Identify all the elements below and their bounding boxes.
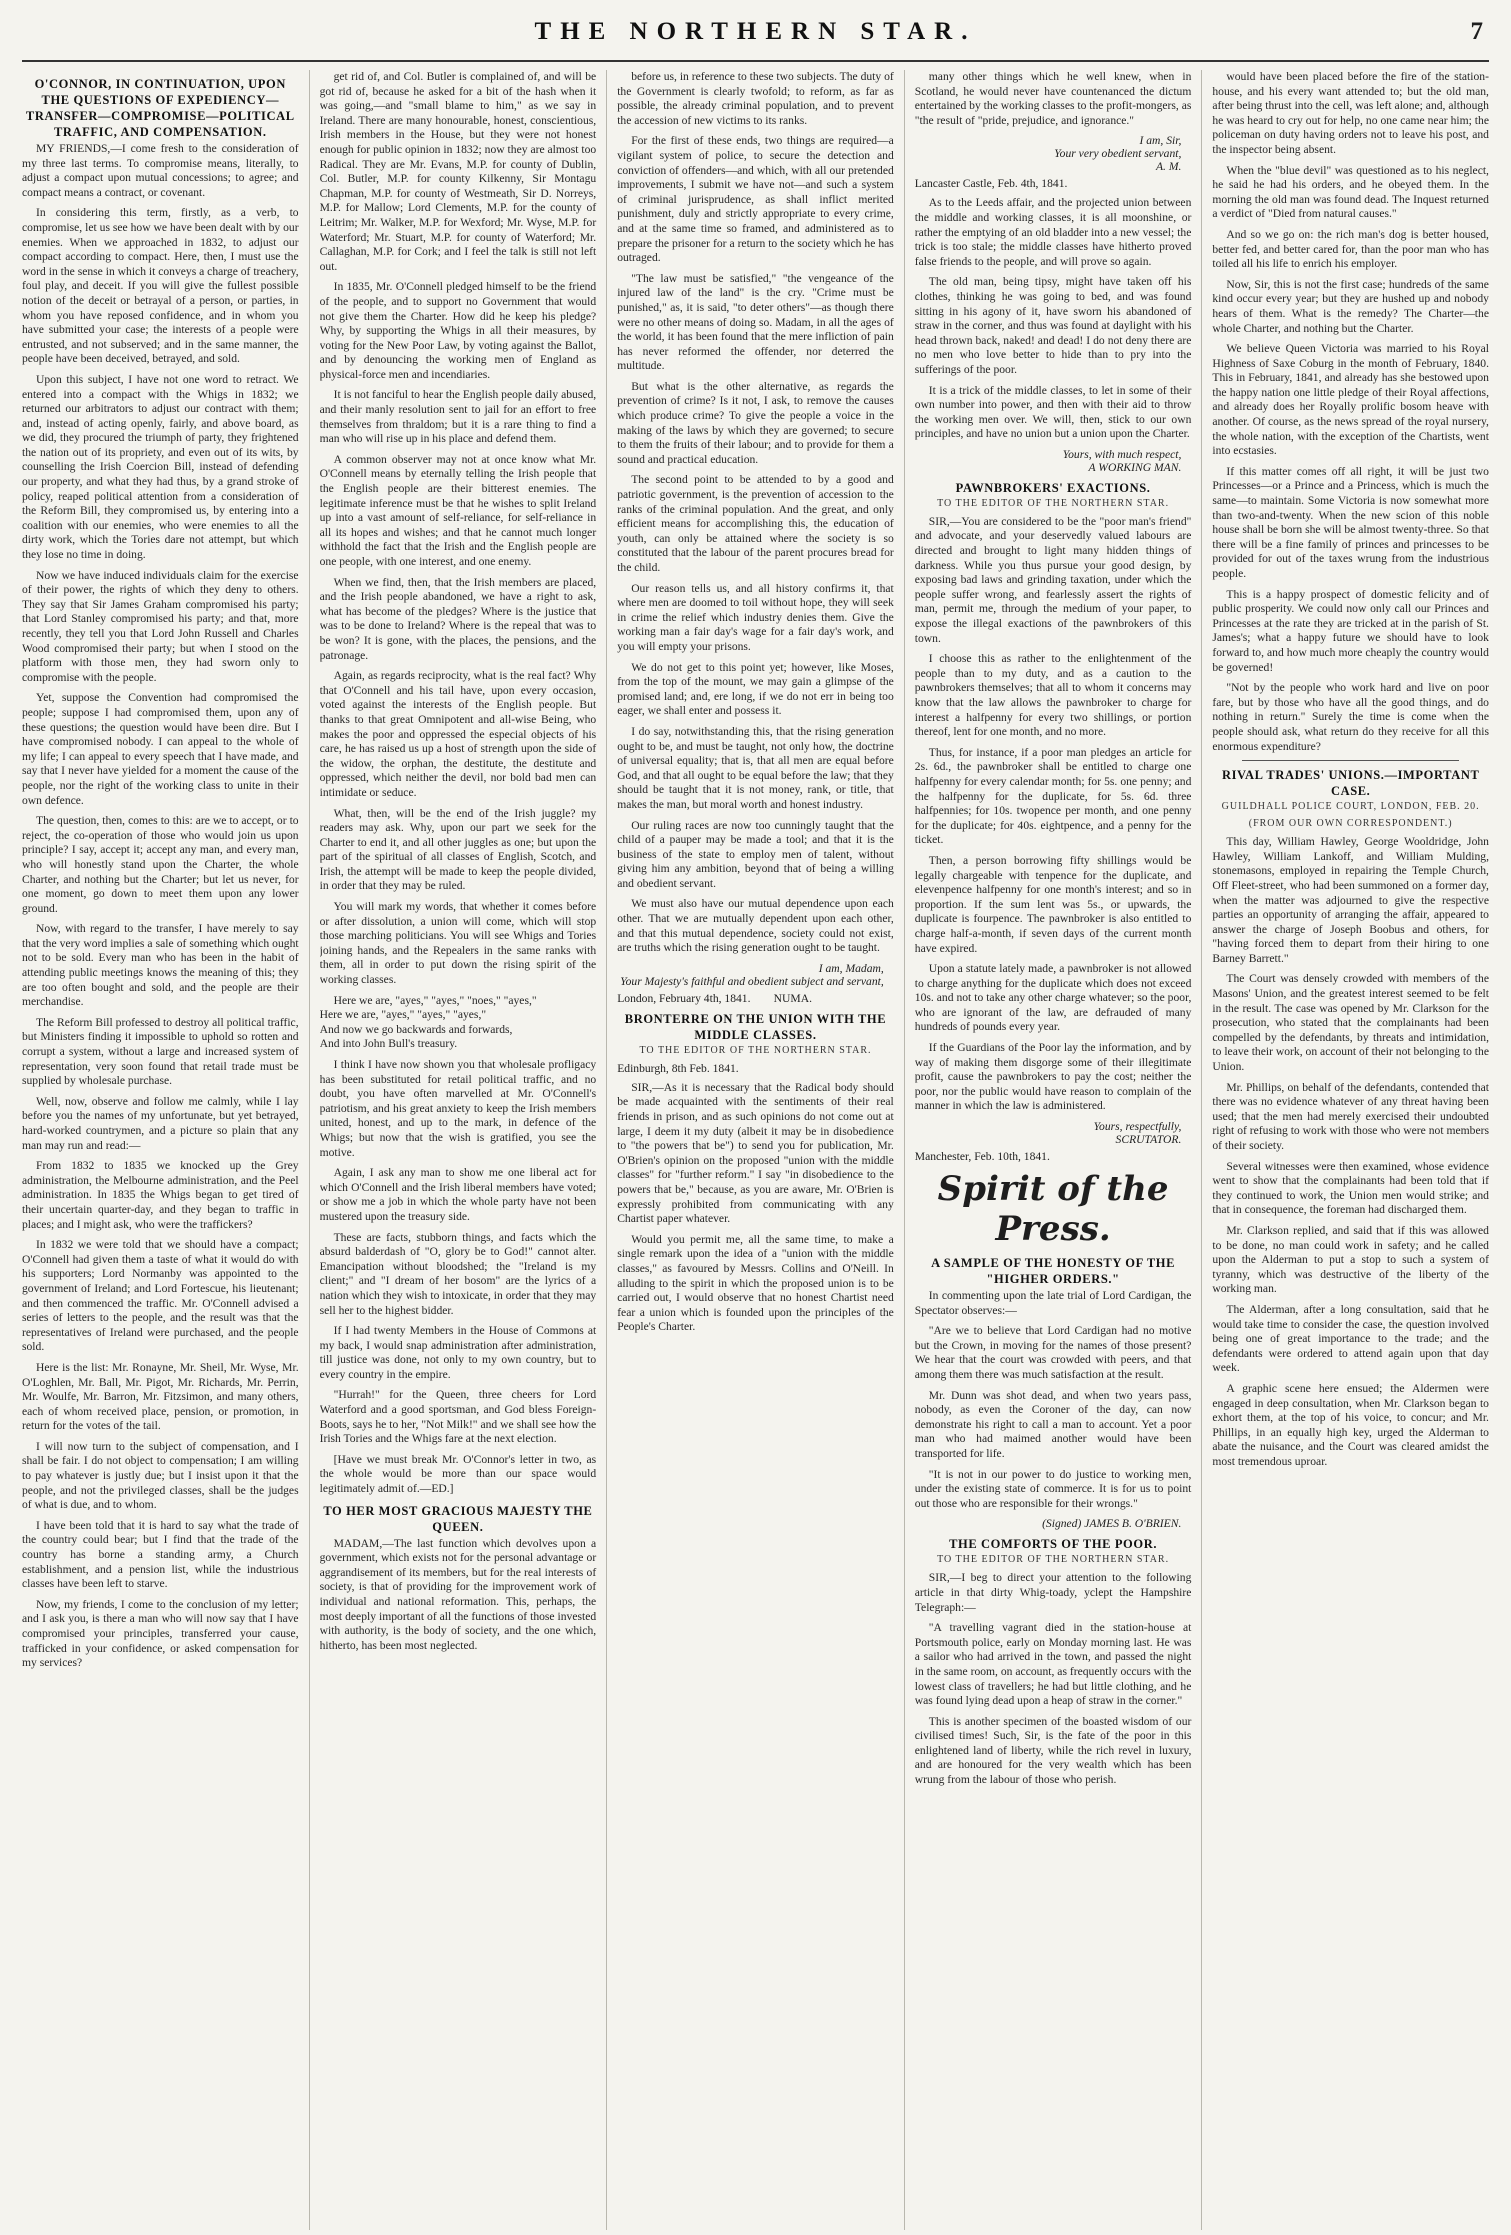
article-paragraph: I do say, notwithstanding this, that the rising generation ought to be, and must be taught, not only how, the doctrine of universal equality; that is, that all men are equal before God, and that all ought to be equal before the law; that they should be taught that it is not money, rank, or title, that makes the man, but moral worth and honest industry. xyxy=(617,724,894,811)
newspaper-title: THE NORTHERN STAR. xyxy=(534,18,977,45)
columns-container xyxy=(22,70,1489,2230)
article-paragraph: If this matter comes off all right, it will be just two Princesses—or a Prince and a Princess, which is much the same—to maintain. Some Victoria is now somewhat more than two-and-twenty. When the new scion of this noble house shall be born she will be almost twenty-three. So that there will be a fine family of princes and princesses to be provided for out of the taxes wrung from the industrious people. xyxy=(1212,464,1489,580)
column-1 xyxy=(22,70,310,2230)
article-paragraph: The second point to be attended to by a good and patriotic government, is the prevention of accession to the ranks of the criminal population. And the great, and only efficient means for accomplishing this, the education of youth, can only be attained where the society is so constituted that the labour of the parent procures bread for the child. xyxy=(617,473,894,574)
article-signature: (Signed) JAMES B. O'BRIEN. xyxy=(1042,1517,1182,1531)
article-paragraph: Again, as regards reciprocity, what is the real fact? Why that O'Connell and his tail have, upon every occasion, voted against the interests of the English people. But thanks to that great Omnipotent and all-wise Being, who makes the poor and oppressed the especial objects of his care, he has raised us up a host of strength upon the side of the widow, the orphan, the destitute, the destitute and oppressed, which neither the devil, nor bold bad men can intimidate or seduce. xyxy=(319,669,597,799)
article-paragraph: In 1832 we were told that we should have a compact; O'Connell had given them a taste of what it would do with his supporters; Lord Normanby was appointed to the government of Ireland; and Lord Fortescue, his lieutenant; and then commenced the traffic. Mr. O'Connell advised a series of letters to the people, and the result was that the representatives of Ireland were purchased, and the people sold. xyxy=(22,1238,299,1354)
article-paragraph: "Hurrah!" for the Queen, three cheers for Lord Waterford and a good sportsman, and God bless Foreign-Boots, says he to her, "Not Milk!" and we shall see how the Irish Tories and the Whigs fare at the next election. xyxy=(319,1388,597,1446)
article-paragraph: SIR,—You are considered to be the "poor man's friend" and advocate, and your deservedly valued labours are directed and brought to light many hidden things of darkness. While you thus pursue your good design, by exposing bad laws and grinding taxation, under which the people suffer wrong, and fearlessly assert the rights of man, permit me, through the medium of your paper, to expose the illegal exactions of the pawnbrokers of this town. xyxy=(914,514,1192,645)
article-paragraph: This is another specimen of the boasted wisdom of our civilised times! Such, Sir, is the fate of the poor in this enlightened land of liberty, while the rich revel in luxury, and are honoured for the very wealth which has been wrung from the labour of those who perish. xyxy=(914,1714,1192,1787)
article-paragraph: Would you permit me, all the same time, to make a single remark upon the idea of a "union with the middle classes," as favoured by Messrs. Collins and O'Neill. In alluding to the spirit in which the proposed union is to be carried out, I would observe that no honest Chartist need fear a union which is founded upon the principles of the People's Charter. xyxy=(617,1232,894,1334)
article-paragraph: SIR,—I beg to direct your attention to the following article in that dirty Whig-toady, yclept the Hampshire Telegraph:— xyxy=(914,1571,1192,1614)
article-paragraph: But what is the other alternative, as regards the prevention of crime? Is it not, I ask, to remove the causes which produce crime? To give the people a voice in the making of the laws by which they are governed; to secure to them the fruits of their labour; and to provide for them a sound and practical education. xyxy=(617,379,894,466)
article-paragraph: Mr. Phillips, on behalf of the defendants, contended that there was no evidence whatever of any threat having been used; that the men had merely exercised their undoubted right of refusing to work with those who were not members of their society. xyxy=(1212,1080,1489,1152)
article-paragraph: Thus, for instance, if a poor man pledges an article for 2s. 6d., the pawnbroker shall be entitled to charge one halfpenny for every calendar month; for 5s. one penny; and the halfpenny for the duplicate, for 5s. 6d. three halfpennies; for 10s. twopence per month, and one penny for the duplicate; for 40s. eightpence, and a penny for the ticket. xyxy=(914,745,1192,847)
column-2 xyxy=(320,70,608,2230)
article-dateline: London, February 4th, 1841. NUMA. xyxy=(617,991,813,1005)
article-paragraph: Our reason tells us, and all history confirms it, that where men are doomed to toil without hope, they will seek in crime the relief which industry denies them. Give the working man a fair day's wage for a fair day's work, and you will empty your prisons. xyxy=(617,581,894,653)
article-dateline: Edinburgh, 8th Feb. 1841. xyxy=(617,1061,739,1075)
article-paragraph: Now, my friends, I come to the conclusion of my letter; and I ask you, is there a man who will now say that I have compromised your principles, transferred your cause, trafficked in your confidence, or asked compensation for my services? xyxy=(22,1597,299,1670)
article-paragraph: would have been placed before the fire of the station-house, and his every want attended to; but the old man, after being thrust into the cell, was left alone; and, although he was heard to cry out for help, no one came near him; the policeman on duty having orders not to leave his post, and the inspector being absent. xyxy=(1212,70,1489,156)
article-signature: Yours, with much respect, A WORKING MAN. xyxy=(1062,447,1182,474)
column-5 xyxy=(1212,70,1489,2230)
article-paragraph: What, then, will be the end of the Irish juggle? my readers may ask. Why, upon our part we seek for the Charter to end it, and all other juggles as one; but upon the part of the spiritual of all classes of English, Scotch, and Irish, the attempt will be made to keep the people divided, in order that they may be ruled. xyxy=(319,806,597,893)
article-paragraph: many other things which he well knew, when in Scotland, he would never have countenanced the dictum entertained by the working classes to the profit-mongers, as "the result of "pride, prejudice, and ignorance." xyxy=(914,70,1192,127)
article-paragraph: "It is not in our power to do justice to working men, under the existing state of commerce. It is for us to point out those who are responsible for their wrongs." xyxy=(914,1467,1192,1510)
article-paragraph: A common observer may not at once know what Mr. O'Connell means by eternally telling the Irish people that the English people are their bitterest enemies. The legitimate inference must be that he wishes to split Ireland up into a vast amount of self-reliance, for self-reliance in all its hopes and wishes; and that he cannot much longer withhold the fact that the Irish and the English people are one people, with one interest, and one enemy. xyxy=(319,452,597,568)
article-paragraph: I choose this as rather to the enlightenment of the people than to my duty, and as a caution to the pawnbrokers themselves; that all to whom it concerns may know that the law allows the pawnbroker to charge for interest a halfpenny for every two shillings, or portion thereof, lent for one month, and no more. xyxy=(914,652,1192,739)
article-paragraph: A graphic scene here ensued; the Aldermen were engaged in deep consultation, when Mr. Clarkson began to exhort them, at the top of his voice, to concur; and Mr. Phillips, in an equally high key, urged the Alderman to abate the nuisance, and the Court was cleared amidst the most tremendous uproar. xyxy=(1212,1381,1489,1468)
article-paragraph: We must also have our mutual dependence upon each other. That we are mutually dependent upon each other, and that this mutual dependence, society could not exist, are truths which the rising generation ought to be taught. xyxy=(617,897,894,955)
article-paragraph: Well, now, observe and follow me calmly, while I lay before you the names of my unfortunate, but yet betrayed, hard-worked countrymen, and a picture so plain that any man may run and read:— xyxy=(22,1094,299,1152)
article-heading: THE COMFORTS OF THE POOR. xyxy=(949,1537,1158,1552)
article-paragraph: The question, then, comes to this: are we to accept, or to reject, the co-operation of those who would join us upon principle? I say, accept it; accept any man, and every man, who will honestly stand upon the Charter, the whole Charter, and nothing but the Charter; but let us never, for one moment, go down to meet them upon any lower ground. xyxy=(22,814,299,915)
article-signature: Yours, respectfully, SCRUTATOR. xyxy=(1093,1120,1182,1147)
article-paragraph: "Are we to believe that Lord Cardigan had no motive but the Crown, in moving for the names of those present? We hear that the court was crowded with peers, and that among them there was much satisfaction at the result. xyxy=(914,1324,1192,1381)
article-paragraph: Upon a statute lately made, a pawnbroker is not allowed to charge anything for the duplicate which does not exceed 10s. and not to take any other charge whatever; so the poor, who are ignorant of the law, are defrauded of many hundreds of pounds every year. xyxy=(914,962,1192,1034)
article-paragraph: "The law must be satisfied," "the vengeance of the injured law of the land" is the cry. "Crime must be punished," as, it is said, "to deter others"—as though there were no other means of doing so. Madam, in all the ages of the world, it has been found that the mere infliction of pain has never reformed the offender, nor deterred the multitude. xyxy=(617,271,894,373)
article-paragraph: MADAM,—The last function which devolves upon a government, which exists not for the personal advantage or aggrandisement of its members, but for the real interests of society, is that of providing for the improvement work of individual and national reformation. This, perhaps, the most deeply important of all the functions of those invested with authority, is the body of society, and the one which, hitherto, has been most neglected. xyxy=(319,1536,597,1652)
article-paragraph: Here we are, "ayes," "ayes," "noes," "ayes," Here we are, "ayes," "ayes," "ayes," And now we go backwards and forwards, And into John Bull's treasury. xyxy=(319,993,537,1051)
article-paragraph: Then, a person borrowing fifty shillings would be legally chargeable with tenpence for the duplicate, and elevenpence halfpenny for one month's interest; and so in proportion. If the sum lent was 5s., or upwards, the duplicate is fourpence. The pawnbroker is also entitled to charge half-a-month, if seven days of the current month have expired. xyxy=(914,853,1192,955)
article-paragraph: If the Guardians of the Poor lay the information, and by way of making them disgorge some of their illegitimate profit, cause the pawnbrokers to pay the cost; neither the poor, nor the public would have reason to complain of the manner in which the law is administered. xyxy=(914,1041,1192,1113)
page-number: 7 xyxy=(1470,18,1483,45)
article-paragraph: get rid of, and Col. Butler is complained of, and will be got rid of, because he asked for a bit of the hash when it was going,—and "small blame to him," as we say in Ireland. There are many honourable, honest, conscientious, Irish members in the House, but they were not honest enough for public opinion in 1832; now they are almost too Radical. They are Mr. Evans, M.P. for county of Dublin, Col. Butler, M.P. for county Kilkenny, Sir Montagu Chapman, M.P. for county of Westmeath, Sir D. Norreys, M.P. for Mallow; Lord Clements, M.P. for the county of Leitrim; Mr. Walker, M.P. for Wexford; Mr. Wyse, M.P. for Waterford; Mr. Stuart, M.P. for county of Waterford; Mr. Callaghan, M.P. for Cork; and I feel the talk is still not left out. xyxy=(319,70,597,273)
article-paragraph: This day, William Hawley, George Wooldridge, John Hawley, William Lankoff, and William Mulding, stonemasons, employed in repairing the Temple Church, Off Fleet-street, who had been summoned on a former day, when the matter was adjourned to give the respective parties an opportunity of arranging the affair, appeared to answer the charge of Joseph Boobus and others, for "having forced them to depart from their hiring to one Barney Barrett." xyxy=(1212,835,1489,965)
article-paragraph: Our ruling races are now too cunningly taught that the child of a pauper may be made a tool; and that it is the business of the state to employ men of talent, without giving him any ambition, beyond that of being a willing and obedient servant. xyxy=(617,818,894,890)
article-paragraph: I have been told that it is hard to say what the trade of the country could bear; but I find that the trade of the country has borne a standing army, a Church establishment, and a pension list, while the industrious classes have been left to starve. xyxy=(22,1518,299,1591)
article-paragraph: These are facts, stubborn things, and facts which the absurd balderdash of "O, glory be to God!" cannot alter. Emancipation without bloodshed; the "Ireland is my client;" and "I dream of her bosom" are the lyrics of a nation which they wish to intoxicate, in order that they may sell her to the highest bidder. xyxy=(319,1230,597,1317)
article-paragraph: I think I have now shown you that wholesale profligacy has been substituted for retail political traffic, and no doubt, you have often marvelled at Mr. O'Connell's patriotism, and his great anxiety to keep the Irish members united, honest, and up to the mark, in defence of the Whigs; but now that the wish is gratified, you see the motive. xyxy=(319,1058,597,1159)
article-paragraph: The Alderman, after a long consultation, said that he would take time to consider the case, the question involved being one of great importance to the trade; and the defendants were ordered to attend again upon that day week. xyxy=(1212,1302,1489,1375)
article-signature: I am, Sir, Your very obedient servant, A. M. xyxy=(1054,134,1182,174)
article-paragraph: I will now turn to the subject of compensation, and I shall be fair. I do not object to compensation; I am willing to pay whatever is justly due; but I insist upon it that the people, and not the privileged classes, shall be the judges of what is due, and to whom. xyxy=(22,1439,299,1512)
article-paragraph: When we find, then, that the Irish members are placed, and the Irish people abandoned, we have a right to ask, what has become of the pledges? Where is the justice that was to be done to Ireland? Where is the repeal that was to be won? It is gone, with the places, the pensions, and the patronage. xyxy=(319,575,597,662)
column-4 xyxy=(915,70,1203,2230)
article-paragraph: You will mark my words, that whether it comes before or after dissolution, a union will come, which will stop those marching politicians. You will see Whigs and Tories joining hands, and the Repealers in the same ranks with them, all in order to put down the rising spirit of the working classes. xyxy=(319,900,597,987)
article-dateline: Lancaster Castle, Feb. 4th, 1841. xyxy=(914,177,1068,191)
article-heading: TO HER MOST GRACIOUS MAJESTY THE QUEEN. xyxy=(323,1503,593,1534)
article-paragraph: Now we have induced individuals claim for the exercise of their power, the rights of which they deny to others. They say that Sir James Graham compromised his party; that Lord Stanley compromised his party; and that, more recently, they tell you that Lord John Russell and Charles Wood compromised their party; but when I stood on the platform with those men, they had sworn only to compromise with the people. xyxy=(22,568,299,684)
article-paragraph: Mr. Clarkson replied, and said that if this was allowed to be done, no man could work in safety; and he called upon the Alderman to put a stop to such a system of tyranny, which was destructive of the liberty of the working man. xyxy=(1212,1223,1489,1296)
article-paragraph: From 1832 to 1835 we knocked up the Grey administration, the Melbourne administration, and the Peel administration. In 1835 the Whigs began to get tired of their uncertain quarter-day, and they began to traffic in places; and I might ask, who were the traffickers? xyxy=(22,1159,299,1231)
article-paragraph: The Reform Bill professed to destroy all political traffic, but Ministers finding it impossible to uphold so rotten and corrupt a system, without a large and increased system of representation, very soon found that retail trade must be supplied by wholesale purchase. xyxy=(22,1015,299,1088)
column-divider-rule xyxy=(1242,760,1459,761)
article-heading: PAWNBROKERS' EXACTIONS. xyxy=(955,480,1151,495)
article-paragraph: The Court was densely crowded with members of the Masons' Union, and the greatest interest seemed to be felt in the result. The case was opened by Mr. Clarkson for the prosecution, who stated that the complainants had been compelled by the defendants, by threats and intimidation, to leave their work, on account of their not belonging to the Union. xyxy=(1212,972,1489,1074)
article-paragraph: before us, in reference to these two subjects. The duty of the Government is clearly twofold; to reform, as far as possible, the already criminal population, and to prevent the accession of new victims to its ranks. xyxy=(617,70,894,127)
article-heading: O'CONNOR, IN CONTINUATION, UPON THE QUESTIONS OF EXPEDIENCY—TRANSFER—COMPROMISE—POLITICAL TRAFFIC, AND COMPENSATION. xyxy=(25,77,295,139)
article-paragraph: Several witnesses were then examined, whose evidence went to show that the complainants had been told that if they continued to work, the Union men would strike; and that in consequence, the foreman had discharged them. xyxy=(1212,1159,1489,1217)
article-paragraph: Now, Sir, this is not the first case; hundreds of the same kind occur every year; but they are hushed up and nobody hears of them. What is the remedy? The Charter—the whole Charter, and nothing but the Charter. xyxy=(1212,277,1489,335)
article-paragraph: In commenting upon the late trial of Lord Cardigan, the Spectator observes:— xyxy=(914,1289,1192,1317)
article-paragraph: If I had twenty Members in the House of Commons at my back, I would snap administration after administration, till justice was done, not only to my own country, but to every country in the empire. xyxy=(319,1324,597,1381)
article-paragraph: In 1835, Mr. O'Connell pledged himself to be the friend of the people, and to support no Government that would not give them the Charter. How did he keep his pledge? Why, by supporting the Whigs in all their measures, by voting for the New Poor Law, by voting against the Ballot, and by denouncing the working men of England as physical-force men and incendiaries. xyxy=(319,280,597,381)
article-subheading: (FROM OUR OWN CORRESPONDENT.) xyxy=(1248,818,1453,830)
section-title: Spirit of the Press. xyxy=(937,1169,1169,1250)
article-heading: A SAMPLE OF THE HONESTY OF THE "HIGHER ORDERS." xyxy=(931,1256,1176,1287)
article-subheading: TO THE EDITOR OF THE NORTHERN STAR. xyxy=(639,1044,872,1056)
article-paragraph: SIR,—As it is necessary that the Radical body should be made acquainted with the sentiments of their real friends in prison, and as such opinions do not come out at large, I deem it my duty (albeit it may be in disobedience to "the powers that be") to send you for publication, Mr. O'Brien's opinion on the proposed "union with the middle classes" for "further reform." I say "in disobedience to the powers that be," because, as you are aware, Mr. O'Brien is expressly prohibited from communicating with any Chartist paper whatever. xyxy=(617,1080,894,1226)
article-paragraph: Again, I ask any man to show me one liberal act for which O'Connell and the Irish liberal members have voted; or show me a job in which the whole party have not been mustered upon the treasury side. xyxy=(319,1166,597,1223)
article-paragraph: Mr. Dunn was shot dead, and when two years pass, nobody, as even the Coroner of the day, can now demonstrate his right to call a man to account. Yet a poor man who had maimed another would have been transported for life. xyxy=(914,1388,1192,1460)
article-paragraph: And so we go on: the rich man's dog is better housed, better fed, and better cared for, than the poor man who has toiled all his life to enrich his employer. xyxy=(1212,227,1489,271)
article-paragraph: This is a happy prospect of domestic felicity and of public prosperity. We could now only call our Princes and Princesses at the rate they are tricked at in the parish of St. James's; what a happy future we should have to look forward to, and how much more cheaply the country would be governed! xyxy=(1212,587,1489,674)
article-paragraph: As to the Leeds affair, and the projected union between the middle and working classes, it is all moonshine, or rather the emptying of an old bladder into a new vessel; the trick is too stale; the middle classes have hitherto proved false friends to the people, and will prove so again. xyxy=(914,196,1192,268)
article-paragraph: When the "blue devil" was questioned as to his neglect, he said he had his orders, and he obeyed them. In the morning the old man was found dead. The Inquest returned a verdict of "Died from natural causes." xyxy=(1212,163,1489,221)
article-paragraph: "A travelling vagrant died in the station-house at Portsmouth police, early on Monday morning last. He was a sailor who had arrived in the town, and passed the night in the same room, on account, as frequently occurs with the lowest class of travellers; he had but little clothing, and he was found lying dead upon a heap of straw in the corner." xyxy=(914,1621,1192,1708)
article-paragraph: For the first of these ends, two things are required—a vigilant system of police, to secure the detection and conviction of offenders—and which, with all our pretended improvements, I submit we have not—and such a system of criminal jurisprudence, as shall inflict merited punishment, duly and strictly appropriate to every crime, and at the same time so framed, and administered as to prepare the prisoner for a return to the society which he has outraged. xyxy=(617,134,894,265)
article-paragraph: Here is the list: Mr. Ronayne, Mr. Sheil, Mr. Wyse, Mr. O'Loghlen, Mr. Ball, Mr. Pigot, Mr. Richards, Mr. Perrin, Mr. Woulfe, Mr. Barron, Mr. Fitzsimon, and many others, each of whom received place, pension, or promotion, in return for the votes of the tail. xyxy=(22,1360,299,1433)
article-paragraph: In considering this term, firstly, as a verb, to compromise, let us see how we have been dealt with by our enemies. When we approached in 1832, to adjust our compact according to compact. Here, then, I must use the word in the sense in which it conveys a charge of treachery, foul play, and deceit. If you will give the fullest possible notion of the deceit or betrayal of a person, or parties, in whom you have reposed confidence, and in whom you have submitted your case; the interests of a people were entrusted, and not subserved; and in the same manner, the people have been deceived, betrayed, and sold. xyxy=(22,206,299,366)
column-3 xyxy=(617,70,905,2230)
article-paragraph: It is not fanciful to hear the English people daily abused, and their manly resolution sent to jail for an effort to free themselves from thraldom; but it is a rare thing to find a man who will rise up in his place and defend them. xyxy=(319,388,597,446)
article-paragraph: We believe Queen Victoria was married to his Royal Highness of Saxe Coburg in the month of February, 1840. This in February, 1841, and already has she bestowed upon the happy nation one little pledge of their Royal affections, and already does her Royally prolific bosom heave with another. Of course, as the news spread of the royal nursery, the whole nation, with the exception of the Chartists, went into ecstasies. xyxy=(1212,342,1489,458)
article-paragraph: [Have we must break Mr. O'Connor's letter in two, as the whole would be more than our space would legitimately admit of.—ED.] xyxy=(319,1452,597,1496)
article-paragraph: We do not get to this point yet; however, like Moses, from the top of the mount, we may gain a glimpse of the promised land; and, ere long, if we do not err in being too eager, we shall enter and possess it. xyxy=(617,660,894,718)
article-subheading: GUILDHALL POLICE COURT, LONDON, FEB. 20. xyxy=(1221,801,1480,813)
masthead xyxy=(22,14,1489,62)
article-paragraph: Now, with regard to the transfer, I have merely to say that the very word implies a sale of something which ought not to be sold. Every man who has been in the habit of attending public meetings knows the meaning of this; they are too often bought and sold, and the people are their merchandise. xyxy=(22,922,299,1009)
article-dateline: Manchester, Feb. 10th, 1841. xyxy=(914,1150,1050,1164)
article-paragraph: Yet, suppose the Convention had compromised the people; suppose I had compromised them, upon any of these questions; the question would have been dire. But I have compromised nobody. I can appeal to the whole of my life; I can appeal to every speech that I have made, and say that I never have yielded for a moment the cause of the people, nor the right of the working class to unite in their own defence. xyxy=(22,691,299,807)
article-subheading: TO THE EDITOR OF THE NORTHERN STAR. xyxy=(937,1554,1170,1566)
article-paragraph: Upon this subject, I have not one word to retract. We entered into a compact with the Whigs in 1832; we returned our arbitrators to adjust our contract with them; and, instead of acting openly, fairly, and above board, as we did, they procured the triumph of party, they frightened the nation out of its propriety, and even out of its wits, by counselling the Irish Coercion Bill, instead of defending our property, and what they had thus, by a grand stroke of policy, reaped political attention from a consideration of the Reform Bill, they compromised us, by entering into a coalition with our enemies, who were enemies to all the dirty work, which the Tories dare not attempt, but which they lose no time in doing. xyxy=(22,372,299,562)
article-paragraph: It is a trick of the middle classes, to let in some of their own number into power, and then with their aid to throw the working men over. We will, then, stick to our own principles, and have no union but a union upon the Charter. xyxy=(914,383,1192,441)
article-heading: BRONTERRE ON THE UNION WITH THE MIDDLE CLASSES. xyxy=(624,1011,887,1042)
article-paragraph: "Not by the people who work hard and live on poor fare, but by those who have all the good things, and do nothing in return." Surely the time is come when the people should ask, what return do they receive for all this enormous expenditure? xyxy=(1212,681,1489,753)
article-signature: I am, Madam, Your Majesty's faithful and obedient subject and servant, xyxy=(620,961,884,988)
article-subheading: TO THE EDITOR OF THE NORTHERN STAR. xyxy=(937,497,1170,509)
article-paragraph: MY FRIENDS,—I come fresh to the consideration of my three last terms. To compromise means, literally, to adjust a compact upon mutual concessions; to agree; and compact means a contract, or covenant. xyxy=(22,142,299,199)
article-heading: RIVAL TRADES' UNIONS.—IMPORTANT CASE. xyxy=(1221,768,1480,799)
article-paragraph: The old man, being tipsy, might have taken off his clothes, thinking he was going to bed, and was found sitting in his agony of it, have sworn his abandoned of straw in the corner, and thus was found at daylight with his head thrown back, naked! and dead! I do not deny there are no men who love better to hide than to pry into the sufferings of the poor. xyxy=(914,275,1192,376)
